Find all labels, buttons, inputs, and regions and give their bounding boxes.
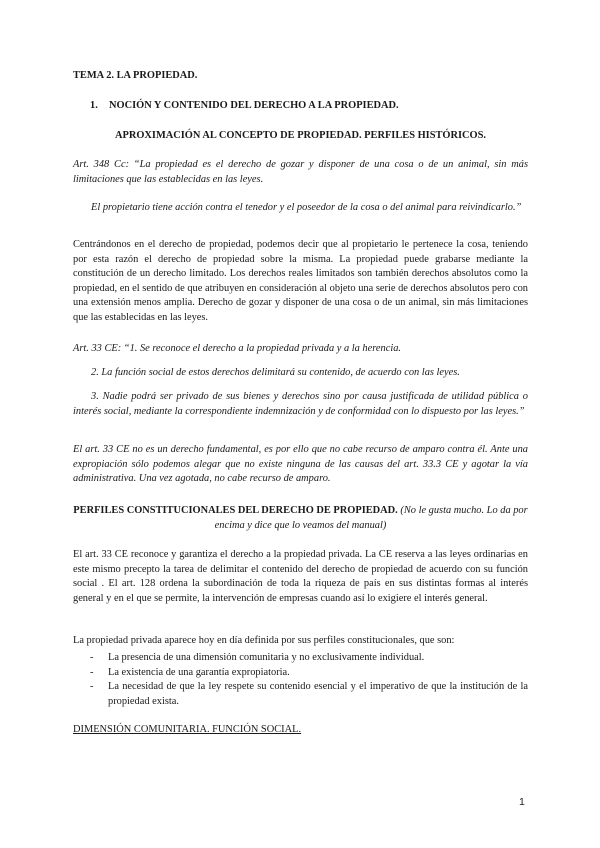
tema-title: TEMA 2. LA PROPIEDAD. — [73, 70, 198, 81]
perfiles-title: PERFILES CONSTITUCIONALES DEL DERECHO DE PROPIEDAD. — [73, 505, 398, 516]
paragraph-art33: El art. 33 CE reconoce y garantiza el derecho a la propiedad privada. La CE reserva a las leyes ordinarias en este mismo precepto la tarea de delimitar el contenido del derecho de propiedad de acuerdo con su función social . El art. 128 ordena la subordinación de toda la riqueza de país en sus distintas formas al interés general y en el que se permite, la intervención de empresas cuando así lo exigiere el interés general. — [73, 549, 528, 604]
section-number: 1. — [90, 100, 98, 111]
perfiles-heading — [73, 503, 528, 533]
art33-point-2: 2. La función social de estos derechos delimitará su contenido, de acuerdo con las leyes. — [91, 367, 460, 378]
list-bullet-dash: - — [90, 681, 94, 693]
perfiles-list — [90, 651, 528, 709]
perfiles-note: (No le gusta mucho. Lo da por encima y dice que lo veamos del manual) — [214, 505, 528, 531]
list-item — [90, 651, 528, 666]
section-heading — [90, 100, 399, 111]
list-item-text: La presencia de una dimensión comunitaria y no exclusivamente individual. — [108, 652, 425, 663]
list-item-text: La necesidad de que la ley respete su contenido esencial y el imperativo de que la institución de la propiedad exista. — [108, 681, 528, 707]
list-bullet-dash: - — [90, 666, 94, 678]
section-title: NOCIÓN Y CONTENIDO DEL DERECHO A LA PROPIEDAD. — [109, 100, 399, 111]
dimension-comunitaria-heading: DIMENSIÓN COMUNITARIA. FUNCIÓN SOCIAL. — [73, 724, 302, 735]
art33-point-3: 3. Nadie podrá ser privado de sus bienes y derechos sino por causa justificada de utilidad pública o interés social, mediante la correspondiente indemnización y de conformidad con lo dispuesto por las leyes.” — [73, 391, 528, 417]
page-number: 1 — [519, 796, 525, 808]
list-bullet-dash: - — [90, 652, 94, 663]
subsection-title: APROXIMACIÓN AL CONCEPTO DE PROPIEDAD. PERFILES HISTÓRICOS. — [114, 130, 487, 141]
paragraph-centrandonos: Centrándonos en el derecho de propiedad, podemos decir que al propietario le pertenece la cosa, teniendo por esta razón el derecho de propiedad sobre la misma. La propiedad puede grabarse mediante la constitución de un derecho limitado. Los derechos reales limitados son también derechos absolutos como la propiedad, en el sentido de que atribuyen en consideración al objeto una serie de derechos absolutos pero con una extensión menos amplia. Derecho de gozar y disponer de una cosa o de un animal, sin más limitaciones que las establecidas en las leyes. — [73, 239, 528, 323]
art348-quote: Art. 348 Cc: “La propiedad es el derecho de gozar y disponer de una cosa o de un animal, sin más limitaciones que las establecidas en las leyes. — [73, 159, 528, 185]
art33-point-1: Art. 33 CE: “1. Se reconoce el derecho a la propiedad privada y a la herencia. — [73, 343, 401, 354]
paragraph-propiedad-privada: La propiedad privada aparece hoy en día definida por sus perfiles constitucionales, que son: — [73, 635, 455, 646]
list-item — [90, 666, 528, 681]
art33-note: El art. 33 CE no es un derecho fundamental, es por ello que no cabe recurso de amparo contra él. Ante una expropiación sólo podemos alegar que no existe ninguna de las causas del art. 33.3 CE y agotar la vía administrativa. Una vez agotada, no cabe recurso de amparo. — [73, 444, 528, 485]
list-item — [90, 680, 528, 709]
art348-quote-continued: El propietario tiene acción contra el tenedor y el poseedor de la cosa o del animal para reivindicarlo.” — [91, 202, 522, 213]
list-item-text: La existencia de una garantía expropiatoria. — [108, 666, 290, 678]
